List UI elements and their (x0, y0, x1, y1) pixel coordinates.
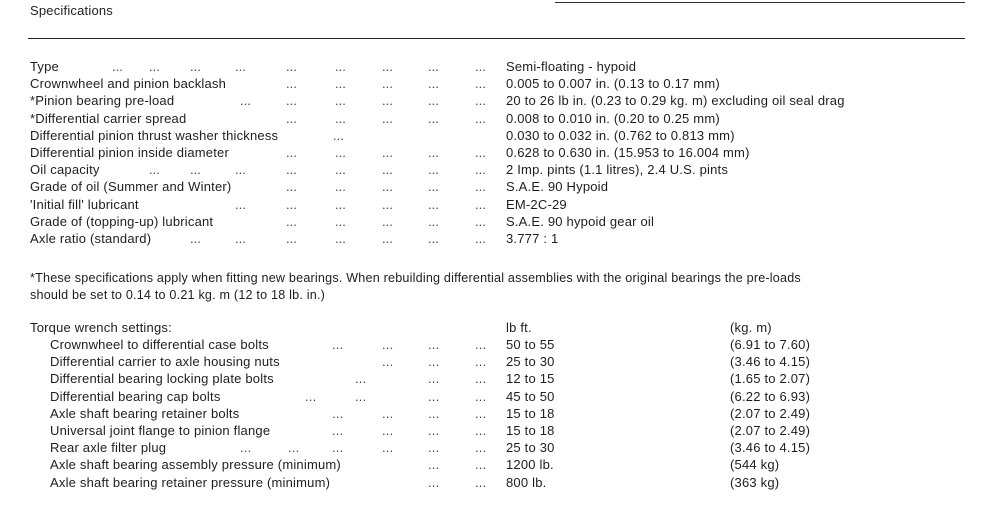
spec-row-thrust-washer: ... Differential pinion thrust washer thickness 0.030 to 0.032 in. (0.762 to 0.813 mm) (30, 127, 735, 143)
specifications-table (30, 58, 960, 247)
torque-lbft: 15 to 18 (506, 405, 555, 421)
spec-row-carrier-spread: ... ... ... ... ... *Differential carrier spread 0.008 to 0.010 in. (0.20 to 0.25 mm) (30, 110, 720, 126)
spec-label: Crownwheel and pinion backlash (30, 76, 227, 92)
spec-value: 2 Imp. pints (1.1 litres), 2.4 U.S. pints (506, 162, 729, 178)
torque-label: Universal joint flange to pinion flange (50, 422, 271, 438)
footnote-line: *These specifications apply when fitting new bearings. When rebuilding differential assemblies with the original bearings the pre-loads (30, 271, 801, 285)
torque-row: ... ... ... Differential carrier to axle housing nuts 25 to 30 (3.46 to 4.15) (50, 354, 811, 370)
spec-value: 0.005 to 0.007 in. (0.13 to 0.17 mm) (506, 76, 720, 92)
torque-lbft: 800 lb. (506, 474, 547, 490)
spec-value: 20 to 26 lb in. (0.23 to 0.29 kg. m) excluding oil seal drag (506, 93, 845, 109)
torque-label: Axle shaft bearing retainer pressure (minimum) (50, 474, 331, 490)
spec-value: EM-2C-29 (506, 196, 567, 212)
column-header-lbft: lb ft. (506, 320, 532, 335)
spec-row-axle-ratio: ... ... ... ... ... ... ... Axle ratio (standard) 3.777 : 1 (30, 230, 559, 246)
spec-label: Differential pinion inside diameter (30, 144, 229, 160)
spec-row-topping-up: ... ... ... ... ... Grade of (topping-up) lubricant S.A.E. 90 hypoid gear oil (30, 213, 655, 229)
spec-label: Grade of oil (Summer and Winter) (30, 179, 232, 195)
spec-label: Grade of (topping-up) lubricant (30, 213, 214, 229)
torque-row: ... ... ... ... Axle shaft bearing retainer bolts 15 to 18 (2.07 to 2.49) (50, 405, 811, 421)
spec-row-oil-grade: ... ... ... ... ... Grade of oil (Summer and Winter) S.A.E. 90 Hypoid (30, 179, 609, 195)
page-title: Specifications (30, 3, 114, 18)
torque-kgm: (3.46 to 4.15) (730, 354, 811, 370)
spec-value: S.A.E. 90 Hypoid (506, 179, 609, 195)
torque-label: Differential bearing cap bolts (50, 388, 221, 404)
spec-label: *Differential carrier spread (30, 110, 187, 126)
torque-label: Crownwheel to differential case bolts (50, 337, 269, 352)
spec-row-initial-fill: ... ... ... ... ... ... 'Initial fill' lubricant EM-2C-29 (30, 196, 567, 212)
spec-row-oil-capacity: ... ... ... ... ... ... ... ... Oil capacity 2 Imp. pints (1.1 litres), 2.4 U.S. pints (30, 162, 729, 178)
torque-kgm: (6.91 to 7.60) (730, 337, 811, 352)
spec-row-pinion-diameter: ... ... ... ... ... Differential pinion inside diameter 0.628 to 0.630 in. (15.953 to 16.004 mm) (30, 144, 750, 160)
spec-label: Axle ratio (standard) (30, 230, 152, 246)
spec-value: Semi-floating - hypoid (506, 59, 637, 74)
spec-label: Type (30, 59, 59, 74)
torque-label: Differential bearing locking plate bolts (50, 371, 274, 387)
torque-row: ... ... ... Differential bearing locking plate bolts 12 to 15 (1.65 to 2.07) (50, 371, 811, 387)
spec-value: 0.030 to 0.032 in. (0.762 to 0.813 mm) (506, 127, 735, 143)
torque-kgm: (544 kg) (730, 457, 780, 473)
torque-row: ... ... Axle shaft bearing assembly pressure (minimum) 1200 lb. (544 kg) (50, 457, 780, 473)
footnote (30, 270, 960, 304)
torque-label: Axle shaft bearing assembly pressure (minimum) (50, 457, 341, 473)
spec-row-backlash: ... ... ... ... ... Crownwheel and pinion backlash 0.005 to 0.007 in. (0.13 to 0.17 mm) (30, 76, 720, 92)
torque-label: Differential carrier to axle housing nuts (50, 354, 280, 370)
torque-lbft: 50 to 55 (506, 337, 555, 352)
torque-title: Torque wrench settings: (30, 320, 172, 335)
footnote-line: should be set to 0.14 to 0.21 kg. m (12 to 18 lb. in.) (30, 288, 326, 302)
torque-table (50, 336, 960, 491)
spec-label: 'Initial fill' lubricant (30, 196, 139, 212)
torque-row: ... ... ... ... ... ... Rear axle filter plug 25 to 30 (3.46 to 4.15) (50, 440, 811, 456)
torque-label: Rear axle filter plug (50, 440, 167, 456)
top-rule (555, 2, 965, 3)
spec-value: S.A.E. 90 hypoid gear oil (506, 213, 655, 229)
spec-value: 0.628 to 0.630 in. (15.953 to 16.004 mm) (506, 144, 750, 160)
column-header-kgm: (kg. m) (730, 320, 772, 335)
torque-lbft: 45 to 50 (506, 388, 555, 404)
spec-row-pinion-preload: ... ... ... ... ... ... *Pinion bearing pre-load 20 to 26 lb in. (0.23 to 0.29 kg. m) excluding oil seal drag (30, 93, 845, 109)
torque-row: ... ... ... ... Universal joint flange to pinion flange 15 to 18 (2.07 to 2.49) (50, 422, 811, 438)
torque-kgm: (3.46 to 4.15) (730, 440, 811, 456)
spec-value: 0.008 to 0.010 in. (0.20 to 0.25 mm) (506, 110, 720, 126)
torque-lbft: 1200 lb. (506, 457, 554, 473)
torque-lbft: 25 to 30 (506, 440, 555, 456)
torque-lbft: 15 to 18 (506, 422, 555, 438)
torque-kgm: (2.07 to 2.49) (730, 422, 811, 438)
spec-label: *Pinion bearing pre-load (30, 93, 175, 109)
torque-kgm: (363 kg) (730, 474, 780, 490)
torque-kgm: (2.07 to 2.49) (730, 405, 811, 421)
torque-row: ... ... ... ... Differential bearing cap bolts 45 to 50 (6.22 to 6.93) (50, 388, 811, 404)
torque-row: ... ... Axle shaft bearing retainer pressure (minimum) 800 lb. (363 kg) (50, 474, 780, 490)
torque-header (30, 319, 960, 336)
spec-label: Oil capacity (30, 162, 100, 178)
torque-kgm: (1.65 to 2.07) (730, 371, 811, 387)
spec-row-type: ... ... ... ... ... ... ... ... ... Type Semi-floating - hypoid (30, 59, 637, 74)
torque-lbft: 25 to 30 (506, 354, 555, 370)
torque-row: ... ... ... ... Crownwheel to differential case bolts 50 to 55 (6.91 to 7.60) (50, 337, 811, 352)
torque-lbft: 12 to 15 (506, 371, 555, 387)
torque-kgm: (6.22 to 6.93) (730, 388, 811, 404)
torque-label: Axle shaft bearing retainer bolts (50, 405, 240, 421)
header-rule (28, 38, 965, 39)
spec-label: Differential pinion thrust washer thickness (30, 127, 279, 143)
spec-value: 3.777 : 1 (506, 230, 559, 246)
